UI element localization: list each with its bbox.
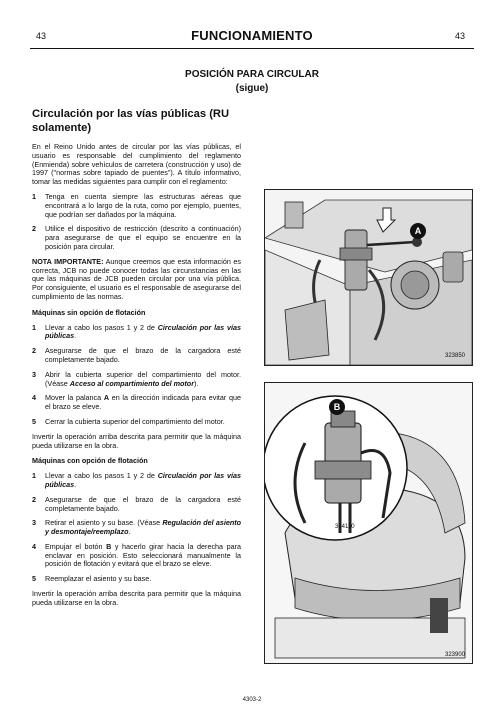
closing-paragraph: Invertir la operación arriba descrita para permitir que la máquina pueda utilizarse en la obra. xyxy=(32,431,241,450)
step-text: Abrir la cubierta superior del compartimiento del motor. (Véase Acceso al compartimiento del motor). xyxy=(45,369,241,388)
list-item xyxy=(32,472,241,490)
step-number: 2 xyxy=(32,224,36,234)
chapter-title: FUNCIONAMIENTO xyxy=(191,28,313,43)
step-text: Reemplazar el asiento y su base. xyxy=(45,574,152,584)
step-text: Llevar a cabo los pasos 1 y 2 de Circulación por las vías públicas. xyxy=(45,471,241,489)
callout-label-b: B xyxy=(333,402,341,412)
header-divider xyxy=(30,48,474,49)
step-text: Tenga en cuenta siempre las estructuras aéreas que encontrará a lo largo de la ruta, como por ejemplo, puentes, que podrían ser dañados por la máquina. xyxy=(45,191,241,219)
important-note xyxy=(32,258,241,302)
step-text: Retirar el asiento y su base. (Véase Regulación del asiento y desmontaje/reemplazo. xyxy=(45,518,242,537)
callout-circle-b xyxy=(329,399,345,415)
page-number-right: 43 xyxy=(455,31,466,41)
step-text: Llevar a cabo los pasos 1 y 2 de Circulación por las vías públicas. xyxy=(45,322,241,341)
subheading-no-float: Máquinas sin opción de flotación xyxy=(32,307,146,317)
list-item xyxy=(32,519,241,537)
list-item xyxy=(32,543,241,569)
list-item xyxy=(32,347,241,365)
step-text: Cerrar la cubierta superior del compartimiento del motor. xyxy=(45,416,225,426)
section-title-block xyxy=(0,68,504,96)
list-item xyxy=(32,496,241,514)
step-text: Mover la palanca A en la dirección indicada para evitar que el brazo se eleve. xyxy=(45,393,242,412)
note-label: NOTA IMPORTANTE: xyxy=(32,256,104,266)
intro-paragraph: En el Reino Unido antes de circular por las vías públicas, el usuario es responsable del cumplimiento del reglamento (Enmienda) sobre vehículos de carretera (construcción y uso) de 1997 ("normas sobre tapiado de puentes"). A título informativo, tomar las medidas siguientes para cumplir con el reglamento: xyxy=(32,142,241,187)
callout-label-a: A xyxy=(414,226,422,236)
list-item xyxy=(32,575,241,584)
figure-lever-a xyxy=(264,189,473,366)
cross-reference: Circulación por las vías públicas xyxy=(45,322,241,341)
page-number-left: 43 xyxy=(36,31,47,41)
step-number: 4 xyxy=(32,393,36,403)
step-number: 1 xyxy=(32,322,36,332)
cross-reference: Regulación del asiento y desmontaje/reemplazo xyxy=(45,518,242,537)
step-number: 5 xyxy=(32,574,36,584)
figure-button-b xyxy=(264,382,473,664)
section-subtitle: (sigue) xyxy=(235,83,269,94)
step-text: Asegurarse de que el brazo de la cargadora esté completamente bajado. xyxy=(45,494,241,513)
step-number: 2 xyxy=(32,346,36,356)
list-item xyxy=(32,193,241,219)
cross-reference: Acceso al compartimiento del motor xyxy=(69,378,194,388)
list-item xyxy=(32,394,241,412)
main-text-column xyxy=(32,108,241,614)
button-label: B xyxy=(106,541,112,551)
step-number: 1 xyxy=(32,471,36,481)
inset-figure-code: 334110 xyxy=(335,524,355,530)
figure-code: 323900 xyxy=(445,652,466,658)
step-number: 4 xyxy=(32,541,36,551)
figure-code: 323850 xyxy=(445,353,466,359)
callout-circle-a xyxy=(410,223,426,239)
step-number: 2 xyxy=(32,494,36,504)
main-heading: Circulación por las vías públicas (RU solamente) xyxy=(32,108,230,134)
list-item xyxy=(32,418,241,427)
step-text: Utilice el dispositivo de restricción (descrito a continuación) para asegurarse de que el equipo se encuentre en la posición para circular. xyxy=(45,224,241,251)
subheading-with-float: Máquinas con opción de flotación xyxy=(32,456,148,466)
note-text: Aunque creemos que esta información es correcta, JCB no puede conocer todas las circunstancias en las que las máquinas de JCB pueden circular por una vía pública. Por consiguiente, el usuario es el responsable de asegurarse del cumplimiento de las normas. xyxy=(32,256,241,301)
list-item xyxy=(32,371,241,389)
section-title: POSICIÓN PARA CIRCULAR xyxy=(185,69,319,80)
seat-illustration xyxy=(265,383,472,663)
step-number: 3 xyxy=(32,369,36,379)
step-text: Asegurarse de que el brazo de la cargadora esté completamente bajado. xyxy=(45,346,241,364)
lever-illustration xyxy=(265,190,472,365)
closing-paragraph: Invertir la operación arriba descrita para permitir que la máquina pueda utilizarse en la obra. xyxy=(32,589,241,607)
document-code: 4303-2 xyxy=(242,697,262,703)
list-item xyxy=(32,225,241,251)
list-item xyxy=(32,324,241,342)
step-number: 3 xyxy=(32,518,36,528)
step-number: 5 xyxy=(32,416,36,426)
cross-reference: Circulación por las vías públicas xyxy=(45,471,241,489)
step-number: 1 xyxy=(32,191,36,201)
step-text: Empujar el botón B y hacerlo girar hacia la derecha para enclavar en posición. Esto seleccionará manualmente la posición de flotación y evitará que el brazo se eleve. xyxy=(45,541,241,569)
lever-label: A xyxy=(103,393,110,403)
